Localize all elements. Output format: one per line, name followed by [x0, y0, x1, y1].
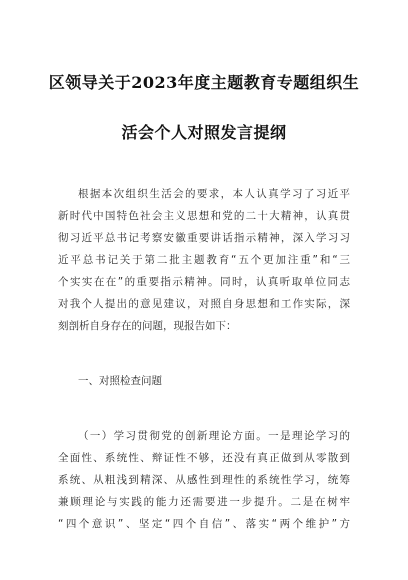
intro-line: 彻习近平总书记考察安徽重要讲话指示精神，深入学习习: [58, 232, 350, 244]
intro-line: 近平总书记关于第二批主题教育“五个更加注重”和“三: [58, 254, 350, 266]
intro-line: 根据本次组织生活会的要求，本人认真学习了习近平: [78, 188, 350, 200]
document-title-line-2: 活会个人对照发言提纲: [121, 123, 287, 142]
section-line: 全面性、系统性、辩证性不够，还没有真正做到从零散到: [58, 452, 350, 464]
intro-line: 个实实在在”的重要指示精神。同时，认真听取单位同志: [58, 276, 350, 288]
intro-line: 对我个人提出的意见建议，对照自身思想和工作实际，深: [58, 298, 350, 310]
section-line: 系统、从粗浅到精深、从感性到理性的系统性学习，统筹: [58, 474, 350, 486]
intro-line: 新时代中国特色社会主义思想和党的二十大精神，认真贯: [58, 210, 350, 222]
section-line: （一）学习贯彻党的创新理论方面。一是理论学习的: [78, 430, 350, 442]
intro-line: 刻剖析自身存在的问题，现报告如下：: [58, 320, 237, 332]
document-title-line-1: 区领导关于2023年度主题教育专题组织生: [48, 73, 360, 92]
section-heading: 一、对照检查问题: [78, 375, 162, 387]
section-line: “四个意识”、坚定“四个自信”、落实“两个维护”方: [58, 518, 350, 530]
section-line: 兼顾理论与实践的能力还需要进一步提升。二是在树牢: [58, 496, 350, 508]
